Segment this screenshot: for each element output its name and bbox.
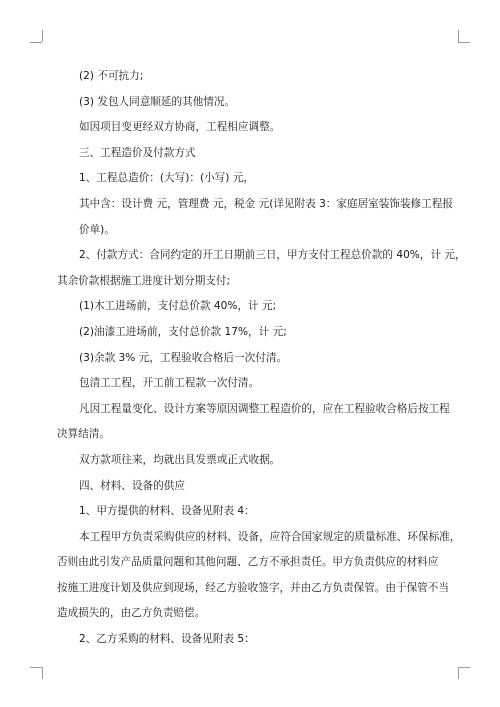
- crop-mark-bottom-right-h: [458, 667, 470, 668]
- paragraph: 其余价款根据施工进度计划分期支付;: [57, 274, 231, 287]
- paragraph: 凡因工程量变化、设计方案等原因调整工程造价的，应在工程验收合格后按工程: [79, 402, 450, 415]
- paragraph: 1、工程总造价：(大写)：(小写) 元，: [79, 172, 254, 185]
- paragraph: 造成损失的，由乙方负责赔偿。: [57, 607, 206, 620]
- paragraph: 否则由此引发产品质量问题和其他问题、乙方不承担责任。甲方负责供应的材料应: [57, 556, 439, 569]
- crop-mark-bottom-right-v: [458, 667, 459, 679]
- document-body: [57, 64, 466, 653]
- crop-mark-top-left-h: [30, 42, 42, 43]
- paragraph: 双方款项往来，均就出具发票或正式收据。: [79, 453, 281, 466]
- crop-mark-top-left-v: [42, 30, 43, 42]
- paragraph: (2)油漆工进场前，支付总价款 17%，计 元;: [79, 325, 287, 338]
- paragraph: (1)木工进场前，支付总价款 40%，计 元;: [79, 300, 277, 313]
- paragraph: 其中含：设计费 元，管理费 元，税金 元(详见附表 3：家庭居室装饰装修工程报: [79, 197, 453, 210]
- paragraph: 价单)。: [79, 223, 115, 236]
- paragraph: 如因项目变更经双方协商，工程相应调整。: [79, 121, 281, 134]
- paragraph: (3)余款 3% 元，工程验收合格后一次付清。: [79, 351, 288, 364]
- paragraph: 包清工工程，开工前工程款一次付清。: [79, 377, 260, 390]
- paragraph: 2、乙方采购的材料、设备见附表 5：: [79, 633, 255, 646]
- crop-mark-bottom-left-v: [42, 667, 43, 679]
- paragraph: (3) 发包人同意顺延的其他情况。: [79, 95, 236, 108]
- crop-mark-top-right-v: [458, 30, 459, 42]
- paragraph: 决算结清。: [57, 428, 110, 441]
- section-heading: 三、工程造价及付款方式: [79, 146, 196, 159]
- paragraph: 1、甲方提供的材料、设备见附表 4：: [79, 505, 255, 518]
- paragraph: 2、付款方式：合同约定的开工日期前三日，甲方支付工程总价款的 40%，计 元，: [79, 249, 466, 262]
- paragraph: 本工程甲方负责采购供应的材料、设备，应符合国家规定的质量标准、环保标准，: [79, 530, 461, 543]
- paragraph: (2) 不可抗力;: [79, 70, 144, 82]
- section-heading: 四、材料、设备的供应: [79, 479, 185, 492]
- paragraph: 按施工进度计划及供应到现场，经乙方验收签字，并由乙方负责保管。由于保管不当: [57, 581, 449, 594]
- crop-mark-top-right-h: [458, 42, 470, 43]
- crop-mark-bottom-left-h: [30, 667, 42, 668]
